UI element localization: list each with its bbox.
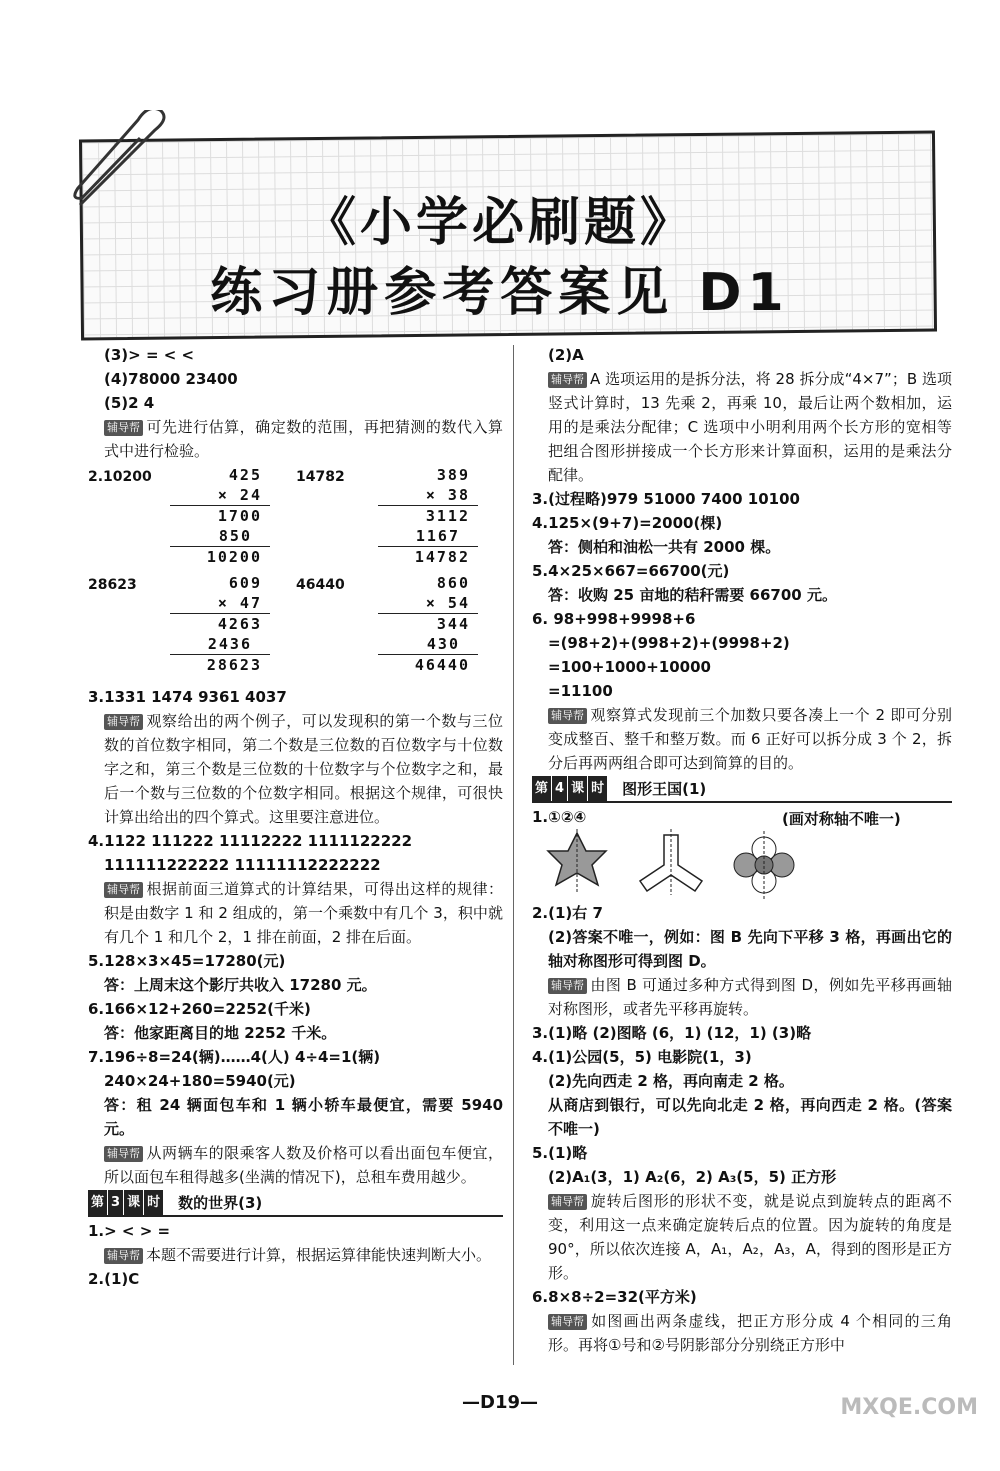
tutor-tag: 辅导帮 bbox=[548, 708, 587, 724]
answer-line: (5)2 4 bbox=[104, 394, 155, 412]
answer-line: (2)先向西走 2 格，再向南走 2 格。 bbox=[548, 1072, 794, 1090]
y-shape-figure-icon bbox=[640, 829, 702, 895]
tutor-tag: 辅导帮 bbox=[104, 714, 143, 730]
tutor-note: 辅导帮 本题不需要进行计算，根据运算律能快速判断大小。 bbox=[88, 1243, 503, 1267]
lesson-title: 数的世界(3) bbox=[178, 1194, 263, 1212]
tutor-note: 辅导帮 观察给出的两个例子，可以发现积的第一个数与三位数的首位数字相同，第二个数是三位数的百位数字与十位数字之和，第三个数是三位数的十位数字与个位数字之和，最后一个数与三位数的个位数字相同。根据这个规律，可很快计算出给出的四个算式。这里要注意进位。 bbox=[104, 712, 503, 826]
tutor-tag: 辅导帮 bbox=[104, 420, 143, 436]
product-label: 2.10200 bbox=[88, 469, 152, 485]
tutor-note: 辅导帮 A 选项运用的是拆分法，将 28 拆分成“4×7”；B 选项竖式计算时，13 先乘 2，再乘 10，最后让两个数相加，运用的是乘法分配律；C 选项中小明利用两个长方形的宽相等把组合图形拼接成一个长方形来计算面积，运用的是乘法分配律。 bbox=[548, 370, 952, 484]
answer-line: 4.125×(9+7)=2000(棵) bbox=[532, 514, 723, 532]
tutor-tag: 辅导帮 bbox=[548, 372, 587, 388]
answer-line: 2.(1)C bbox=[88, 1270, 140, 1288]
lesson-header: 第 3 课 时 数的世界(3) bbox=[88, 1191, 503, 1217]
page-number: —D19— bbox=[462, 1392, 538, 1413]
answer-line: 从商店到银行，可以先向北走 2 格，再向西走 2 格。(答案不唯一) bbox=[548, 1096, 952, 1138]
answer-line: 5.4×25×667=66700(元) bbox=[532, 562, 730, 580]
tutor-tag: 辅导帮 bbox=[548, 1194, 587, 1210]
answer-line: =100+1000+10000 bbox=[548, 658, 711, 676]
vertical-multiplication: 425 × 24 1700 850 10200 bbox=[150, 465, 280, 573]
answer-line: =11100 bbox=[548, 682, 613, 700]
answer-line: 答：收购 25 亩地的秸秆需要 66700 元。 bbox=[548, 586, 837, 604]
answer-line: 5.128×3×45=17280(元) bbox=[88, 952, 286, 970]
product-label: 14782 bbox=[296, 469, 345, 485]
watermark: MXQE.COM bbox=[840, 1395, 978, 1420]
answer-line: 6. 98+998+9998+6 bbox=[532, 610, 696, 628]
figure-note: (画对称轴不唯一) bbox=[782, 810, 901, 828]
tutor-note: 辅导帮 观察算式发现前三个加数只要各凑上一个 2 即可分别变成整百、整千和整万数。而 6 正好可以拆分成 3 个 2，拆分后再两两组合即可达到简算的目的。 bbox=[548, 706, 952, 772]
tutor-note: 辅导帮 可先进行估算，确定数的范围，再把猜测的数代入算式中进行检验。 bbox=[104, 418, 503, 460]
lesson-header: 第 4 课 时 图形王国(1) bbox=[532, 777, 952, 803]
answer-line: (2)答案不唯一，例如：图 B 先向下平移 3 格，再画出它的轴对称图形可得到图 D。 bbox=[548, 928, 952, 970]
product-label: 46440 bbox=[296, 577, 345, 593]
tutor-tag: 辅导帮 bbox=[104, 1146, 143, 1162]
title-line-2: 练习册参考答案见 D1 bbox=[210, 263, 790, 323]
vertical-multiplication: 609 × 47 4263 2436 28623 bbox=[150, 573, 280, 681]
flower-figure-icon bbox=[734, 831, 794, 899]
multiplication-section bbox=[88, 465, 503, 683]
answer-line: 答：租 24 辆面包车和 1 辆小轿车最便宜，需要 5940 元。 bbox=[104, 1096, 503, 1138]
answer-line: 6.166×12+260=2252(千米) bbox=[88, 1000, 311, 1018]
left-column bbox=[88, 343, 503, 1291]
answer-line: (2)A bbox=[548, 346, 584, 364]
tutor-tag: 辅导帮 bbox=[104, 1248, 143, 1264]
tutor-tag: 辅导帮 bbox=[548, 978, 587, 994]
answer-line: 答：侧柏和油松一共有 2000 棵。 bbox=[548, 538, 781, 556]
tutor-tag: 辅导帮 bbox=[548, 1314, 587, 1330]
answer-line: 240×24+180=5940(元) bbox=[104, 1072, 296, 1090]
answer-line: 4.(1)公园(5，5) 电影院(1，3) bbox=[532, 1048, 752, 1066]
vertical-multiplication: 389 × 38 3112 1167 14782 bbox=[358, 465, 488, 573]
title-banner bbox=[60, 110, 940, 340]
tutor-note: 辅导帮 由图 B 可通过多种方式得到图 D，例如先平移再画轴对称图形，或者先平移再旋转。 bbox=[548, 976, 952, 1018]
tutor-note: 辅导帮 如图画出两条虚线，把正方形分成 4 个相同的三角形。再将①号和②号阴影部分分别绕正方形中 bbox=[548, 1312, 952, 1354]
answer-line: 2.(1)右 7 bbox=[532, 904, 603, 922]
tutor-note: 辅导帮 从两辆车的限乘客人数及价格可以看出面包车便宜，所以面包车租得越多(坐满的情况下)，总租车费用越少。 bbox=[104, 1144, 503, 1186]
tutor-tag: 辅导帮 bbox=[104, 882, 143, 898]
answer-line: (2)A₁(3，1) A₂(6，2) A₃(5，5) 正方形 bbox=[548, 1168, 837, 1186]
star-figure-icon bbox=[548, 829, 606, 893]
answer-line: =(98+2)+(998+2)+(9998+2) bbox=[548, 634, 790, 652]
answer-line: 4.1122 111222 11112222 1111122222 bbox=[88, 832, 413, 850]
product-label: 28623 bbox=[88, 577, 137, 593]
answer-line: 1.①②④ bbox=[532, 808, 587, 826]
answer-line: 5.(1)略 bbox=[532, 1144, 588, 1162]
vertical-multiplication: 860 × 54 344 430 46440 bbox=[358, 573, 488, 681]
answer-line: (3)> = < < bbox=[104, 346, 195, 364]
answer-line: 7.196÷8=24(辆)……4(人) 4÷4=1(辆) bbox=[88, 1048, 381, 1066]
tutor-note: 辅导帮 旋转后图形的形状不变，就是说点到旋转点的距离不变，利用这一点来确定旋转后点的位置。因为旋转的角度是 90°，所以依次连接 A，A₁，A₂，A₃，A，得到的图形是正方形。 bbox=[548, 1192, 952, 1282]
answer-line: 3.(1)略 (2)图略 (6，1) (12，1) (3)略 bbox=[532, 1024, 812, 1042]
answer-line: 111111222222 11111112222222 bbox=[104, 856, 381, 874]
answer-line: 答：他家距离目的地 2252 千米。 bbox=[104, 1024, 337, 1042]
answer-line: (4)78000 23400 bbox=[104, 370, 238, 388]
answer-line: 1.> < > = bbox=[88, 1222, 171, 1240]
answer-line: 答：上周末这个影厅共收入 17280 元。 bbox=[104, 976, 377, 994]
column-divider bbox=[513, 345, 514, 1365]
title-line-1: 《小学必刷题》 bbox=[303, 193, 696, 253]
answer-line: 3.(过程略)979 51000 7400 10100 bbox=[532, 490, 800, 508]
right-column bbox=[532, 343, 952, 1357]
answer-line: 3.1331 1474 9361 4037 bbox=[88, 688, 287, 706]
lesson-title: 图形王国(1) bbox=[622, 780, 707, 798]
answer-line: 6.8×8÷2=32(平方米) bbox=[532, 1288, 697, 1306]
tutor-note: 辅导帮 根据前面三道算式的计算结果，可得出这样的规律：积是由数字 1 和 2 组成的，第一个乘数中有几个 3，积中就有几个 1 和几个 2，1 排在前面，2 排在后面。 bbox=[104, 880, 503, 946]
